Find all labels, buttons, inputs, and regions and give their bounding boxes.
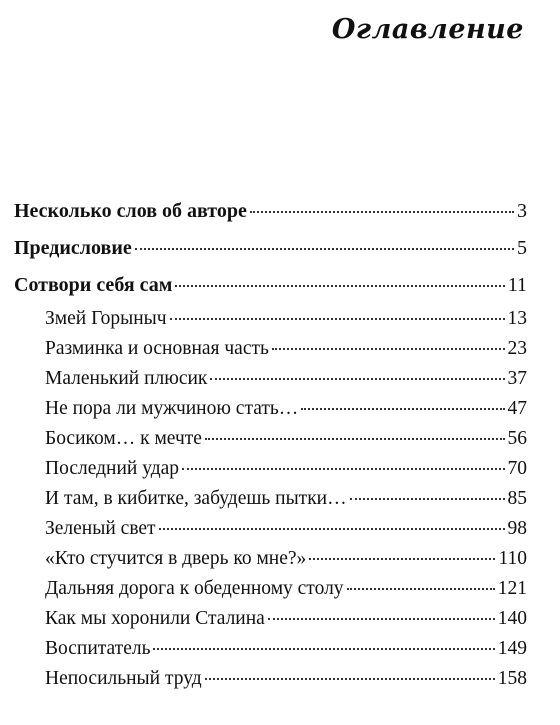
toc-entry-page: 98 [507,518,527,539]
toc-entry-page: 37 [507,368,527,389]
toc-entry-title: Воспитатель [45,638,151,659]
toc-entry-page: 121 [497,578,527,599]
toc-entry [14,576,527,602]
toc-entry-page: 149 [497,638,527,659]
dot-leader [205,678,495,680]
toc-entry-page: 85 [507,488,527,509]
toc-entry [14,426,527,452]
toc-entry [14,666,527,692]
toc-entry [14,272,527,298]
dot-leader [347,588,495,590]
toc-entry-page: 110 [498,548,527,569]
dot-leader [210,378,504,380]
toc-entry-title: Дальняя дорога к обеденному столу [45,578,344,599]
toc-entry-page: 56 [507,428,527,449]
dot-leader [175,285,504,287]
toc-entry-title: Не пора ли мужчиною стать… [45,398,299,419]
dot-leader [268,618,495,620]
toc-entry-title: Маленький плюсик [45,368,208,389]
toc-entry-title: Зеленый свет [45,518,156,539]
toc-entry-page: 23 [507,338,527,359]
toc-entry [14,546,527,572]
dot-leader [272,348,505,350]
dot-leader [350,498,505,500]
toc-entry-page: 5 [517,237,527,259]
dot-leader [309,558,495,560]
toc-entry [14,396,527,422]
toc-entry [14,456,527,482]
dot-leader [135,248,514,250]
toc-entry-title: «Кто стучится в дверь ко мне?» [45,548,307,569]
dot-leader [159,528,505,530]
toc-entry-title: И там, в кибитке, забудешь пытки… [45,488,347,509]
dot-leader [182,468,504,470]
dot-leader [205,438,505,440]
toc-entry-page: 47 [507,398,527,419]
toc-entry-page: 11 [507,274,527,296]
toc-entry-title: Босиком… к мечте [45,428,202,449]
toc-entry-title: Как мы хоронили Сталина [45,608,265,629]
toc-entry-title: Сотвори себя сам [14,274,173,296]
toc-entry [14,606,527,632]
dot-leader [170,318,505,320]
toc-entry [14,636,527,662]
toc-entry-title: Непосильный труд [45,668,202,689]
dot-leader [250,211,514,213]
toc-entry-page: 158 [497,668,527,689]
toc-entry [14,486,527,512]
toc-entry [14,198,527,224]
toc-entry-page: 13 [507,308,527,329]
toc-entry-page: 3 [517,200,527,222]
dot-leader [153,648,494,650]
toc-entry [14,516,527,542]
toc-entry [14,235,527,261]
table-of-contents [14,198,527,692]
toc-entry-title: Разминка и основная часть [45,338,269,359]
page-title: Оглавление [331,14,524,45]
toc-entry [14,336,527,362]
toc-entry-title: Змей Горыныч [45,308,167,329]
toc-entry [14,366,527,392]
toc-entry-title: Последний удар [45,458,180,479]
toc-entry-title: Несколько слов об авторе [14,200,247,222]
dot-leader [301,408,504,410]
toc-entry-page: 140 [497,608,527,629]
toc-entry-title: Предисловие [14,237,132,259]
toc-entry [14,306,527,332]
toc-entry-page: 70 [507,458,527,479]
